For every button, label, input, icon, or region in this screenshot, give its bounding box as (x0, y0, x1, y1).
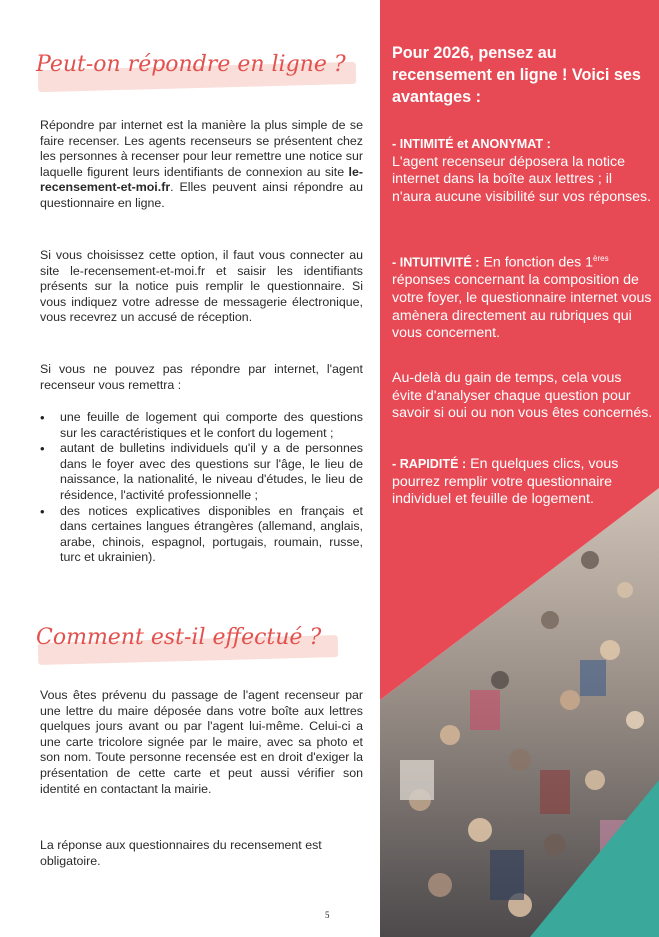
list-item: • autant de bulletins individuels qu'il y a de personnes dans le foyer avec des questions sur l'âge, le lieu de naissance, la nationalité, le niveau d'études, le lieu de résidence, l'activité professionnelle ; (40, 441, 363, 503)
list-item: • une feuille de logement qui comporte des questions sur les caractéristiques et le confort du logement ; (40, 410, 363, 441)
advantage-description: réponses concernant la composition de votre foyer, le questionnaire internet vous amènera directement au rubriques qui vous concernent. (392, 272, 652, 342)
paper-documents-list (40, 410, 363, 566)
paragraph-online-intro (40, 118, 363, 212)
paragraph-how: Vous êtes prévenu du passage de l'agent recenseur par une lettre du maire déposée dans votre boîte aux lettres quelques jours avant ou par l'agent lui-même. Celui-ci a une carte tricolore signée par le maire, avec sa photo et son nom. Toute personne recensée est en droit d'exiger la présentation de cette carte et peut aussi vérifier son identité en contactant la mairie. (40, 688, 363, 796)
heading-text: Peut-on répondre en ligne ? (36, 52, 346, 77)
advantage-intuitivite (392, 250, 654, 343)
section-heading-online (30, 52, 352, 77)
website-name: le-recensement-et-moi.fr (40, 164, 363, 195)
paragraph-paper-intro: Si vous ne pouvez pas répondre par internet, l'agent recenseur vous remettra : (40, 362, 363, 392)
right-column (380, 0, 659, 937)
advantage-description: En fonction des 1 (479, 254, 594, 271)
advantage-keyword: - INTIMITÉ et ANONYMAT : (392, 137, 551, 151)
advantage-description: En quelques clics, vous pourrez remplir votre questionnaire individuel et feuille de logement. (392, 456, 619, 508)
advantage-description: L'agent recenseur déposera la notice internet dans la boîte aux lettres ; il n'aura aucune visibilité sur vos réponses. (392, 153, 652, 205)
advantage-intimite (392, 136, 654, 206)
advantage-keyword: - INTUITIVITÉ : (392, 255, 480, 270)
advantage-gain-temps: Au-delà du gain de temps, cela vous évite d'analyser chaque question pour savoir si oui ou non vous êtes concernés. (392, 370, 653, 422)
section-heading-how (30, 625, 327, 650)
paragraph-text: Répondre par internet est la manière la plus simple de se faire recenser. Les agents recenseurs se présentent chez les personnes à recenser pour leur remettre une notice sur laquelle figurent leurs identifiants de connexion au site (40, 118, 363, 179)
list-item: • des notices explicatives disponibles en français et dans certaines langues étrangères (allemand, anglais, arabe, chinois, espagnol, portugais, roumain, russe, turc et ukrainien). (40, 504, 363, 566)
heading-text: Comment est-il effectué ? (36, 625, 322, 650)
paragraph-online-option: Si vous choisissez cette option, il faut vous connecter au site le-recensement-et-moi.fr et saisir les identifiants présents sur la notice puis remplir le questionnaire. Si vous indiquez votre adresse de messagerie électronique, vous recevrez un accusé de réception. (40, 248, 363, 325)
advantages-title: Pour 2026, pensez au recensement en ligne ! Voici ses avantages : (392, 44, 641, 106)
ordinal-superscript: ères (593, 254, 609, 263)
page-number: 5 (325, 910, 330, 920)
paragraph-text: . Elles peuvent ainsi répondre au questionnaire en ligne. (40, 180, 363, 210)
advantage-keyword: - RAPIDITÉ : (392, 457, 467, 471)
advantage-rapidite (392, 456, 654, 509)
paragraph-mandatory: La réponse aux questionnaires du recensement est obligatoire. (40, 838, 322, 868)
